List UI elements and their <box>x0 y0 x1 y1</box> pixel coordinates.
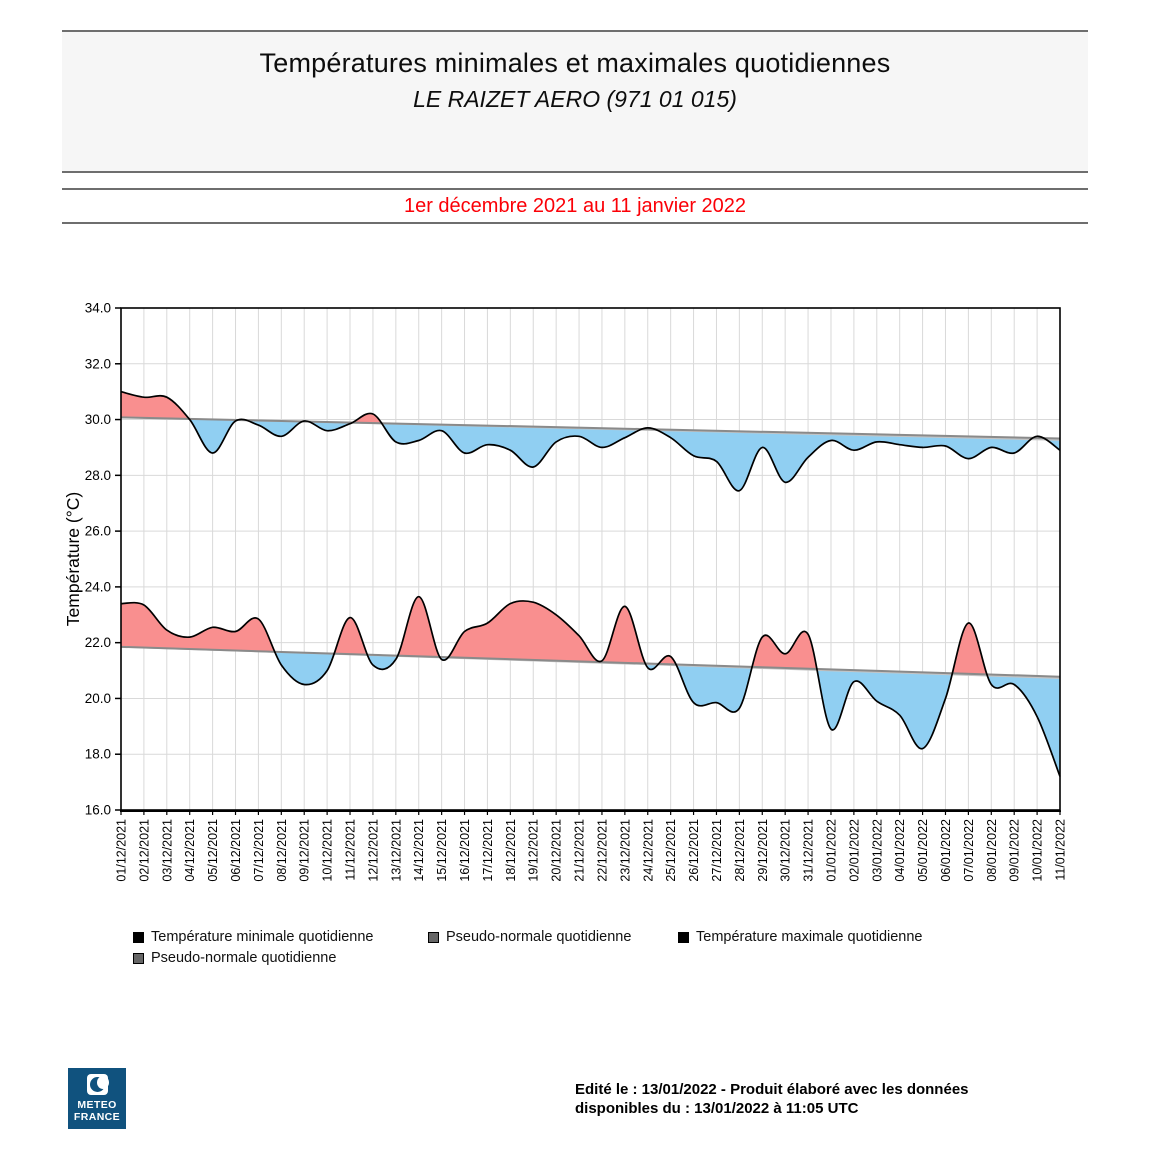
svg-text:25/12/2021: 25/12/2021 <box>664 819 679 882</box>
legend-item-temp-max <box>678 929 923 945</box>
svg-text:09/12/2021: 09/12/2021 <box>297 819 312 882</box>
svg-text:06/01/2022: 06/01/2022 <box>938 819 953 882</box>
svg-text:22.0: 22.0 <box>84 635 111 651</box>
svg-text:08/12/2021: 08/12/2021 <box>274 819 289 882</box>
svg-text:10/12/2021: 10/12/2021 <box>320 819 335 882</box>
svg-text:16.0: 16.0 <box>84 802 111 818</box>
svg-text:05/12/2021: 05/12/2021 <box>206 819 221 882</box>
svg-text:29/12/2021: 29/12/2021 <box>755 819 770 882</box>
edition-footer <box>575 1080 1035 1118</box>
svg-text:07/12/2021: 07/12/2021 <box>251 819 266 882</box>
svg-text:14/12/2021: 14/12/2021 <box>412 819 427 882</box>
svg-text:18/12/2021: 18/12/2021 <box>503 819 518 882</box>
svg-text:06/12/2021: 06/12/2021 <box>229 819 244 882</box>
svg-text:23/12/2021: 23/12/2021 <box>618 819 633 882</box>
svg-text:20/12/2021: 20/12/2021 <box>549 819 564 882</box>
svg-text:04/01/2022: 04/01/2022 <box>893 819 908 882</box>
logo-line1: METEO <box>77 1099 117 1111</box>
svg-text:18.0: 18.0 <box>84 746 111 762</box>
svg-text:03/01/2022: 03/01/2022 <box>870 819 885 882</box>
svg-text:28/12/2021: 28/12/2021 <box>732 819 747 882</box>
logo-text <box>74 1099 120 1123</box>
svg-text:15/12/2021: 15/12/2021 <box>435 819 450 882</box>
legend-item-temp-min <box>133 929 373 945</box>
svg-text:27/12/2021: 27/12/2021 <box>709 819 724 882</box>
logo-crescent <box>97 1076 109 1089</box>
logo-line2: FRANCE <box>73 1111 121 1123</box>
svg-text:34.0: 34.0 <box>84 300 111 316</box>
svg-text:09/01/2022: 09/01/2022 <box>1007 818 1022 882</box>
svg-text:02/01/2022: 02/01/2022 <box>847 819 862 882</box>
svg-text:28.0: 28.0 <box>84 467 111 483</box>
meteo-france-eclipse-icon <box>87 1074 108 1095</box>
legend-swatch-pseudo-normale-1-icon <box>428 932 439 943</box>
svg-text:26/12/2021: 26/12/2021 <box>687 819 702 882</box>
svg-text:11/01/2022: 11/01/2022 <box>1053 819 1068 881</box>
legend-swatch-temp-max-icon <box>678 932 689 943</box>
svg-text:16/12/2021: 16/12/2021 <box>458 819 473 882</box>
svg-text:07/01/2022: 07/01/2022 <box>961 819 976 882</box>
legend-swatch-temp-min-icon <box>133 932 144 943</box>
footer-line2: disponibles du : 13/01/2022 à 11:05 UTC <box>575 1100 859 1117</box>
svg-text:Température (°C): Température (°C) <box>63 491 83 627</box>
svg-text:12/12/2021: 12/12/2021 <box>366 819 381 882</box>
svg-text:02/12/2021: 02/12/2021 <box>137 819 152 882</box>
svg-text:11/12/2021: 11/12/2021 <box>343 819 358 881</box>
title-box <box>62 30 1088 173</box>
legend-label-temp-min: Température minimale quotidienne <box>151 929 374 945</box>
period-banner <box>62 188 1088 224</box>
svg-text:30/12/2021: 30/12/2021 <box>778 819 793 882</box>
svg-text:22/12/2021: 22/12/2021 <box>595 819 610 882</box>
legend-item-pseudo-normale-2 <box>133 950 336 966</box>
svg-text:03/12/2021: 03/12/2021 <box>160 819 175 882</box>
svg-text:04/12/2021: 04/12/2021 <box>183 819 198 882</box>
svg-text:01/01/2022: 01/01/2022 <box>824 819 839 882</box>
meteo-france-logo <box>68 1068 126 1129</box>
legend-label-temp-max: Température maximale quotidienne <box>696 929 923 945</box>
svg-text:01/12/2021: 01/12/2021 <box>114 819 129 882</box>
svg-text:32.0: 32.0 <box>84 356 111 372</box>
station-subtitle: LE RAIZET AERO (971 01 015) <box>413 86 737 112</box>
legend-item-pseudo-normale-1 <box>428 929 631 945</box>
legend-swatch-pseudo-normale-2-icon <box>133 953 144 964</box>
svg-text:10/01/2022: 10/01/2022 <box>1030 819 1045 882</box>
svg-text:21/12/2021: 21/12/2021 <box>572 819 587 882</box>
svg-text:31/12/2021: 31/12/2021 <box>801 819 816 882</box>
svg-text:24.0: 24.0 <box>84 579 111 595</box>
svg-text:08/01/2022: 08/01/2022 <box>984 819 999 882</box>
svg-text:24/12/2021: 24/12/2021 <box>641 819 656 882</box>
svg-text:05/01/2022: 05/01/2022 <box>916 819 931 882</box>
legend-label-pseudo-normale-1: Pseudo-normale quotidienne <box>446 929 632 945</box>
page-title: Températures minimales et maximales quotidiennes <box>259 48 891 78</box>
svg-text:26.0: 26.0 <box>84 523 111 539</box>
svg-text:30.0: 30.0 <box>84 412 111 428</box>
period-label: 1er décembre 2021 au 11 janvier 2022 <box>403 194 747 217</box>
footer-line1: Edité le : 13/01/2022 - Produit élaboré avec les données <box>575 1081 969 1098</box>
legend-label-pseudo-normale-2: Pseudo-normale quotidienne <box>151 950 337 966</box>
svg-text:20.0: 20.0 <box>84 690 111 706</box>
svg-text:19/12/2021: 19/12/2021 <box>526 819 541 882</box>
svg-text:17/12/2021: 17/12/2021 <box>480 819 495 882</box>
svg-text:13/12/2021: 13/12/2021 <box>389 819 404 882</box>
